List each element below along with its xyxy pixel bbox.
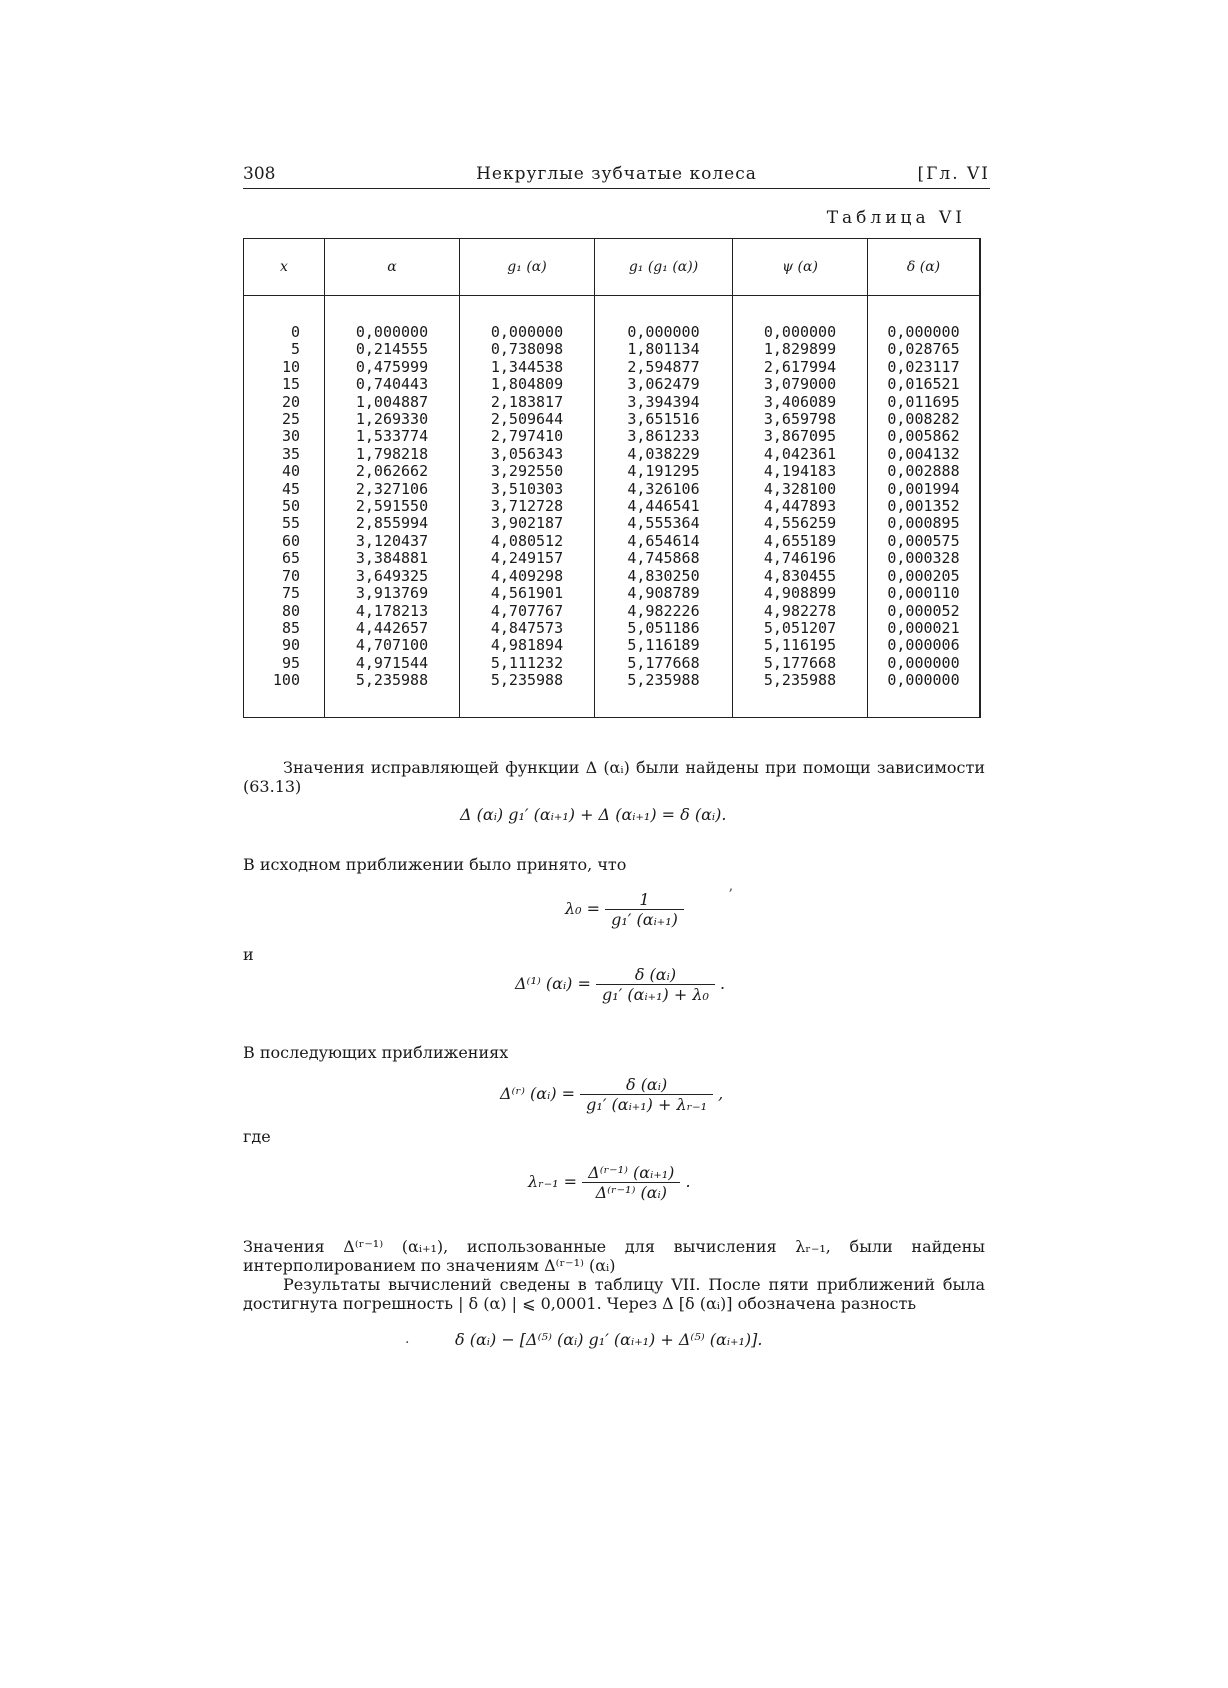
table-cell: 85 <box>281 618 300 637</box>
column-header: ψ (α) <box>733 239 867 296</box>
table-cell: 5,235988 <box>763 671 837 690</box>
fraction <box>582 1163 680 1202</box>
formula-delta-r <box>500 1075 723 1114</box>
table-cell: 0,011695 <box>887 392 960 411</box>
table-cell: 4,556259 <box>763 514 837 533</box>
table-cell: 0,016521 <box>887 375 960 394</box>
table-cell: 1,798218 <box>355 444 429 463</box>
table-cell: 0,002888 <box>887 462 960 481</box>
table-cell: 0,000328 <box>887 549 960 568</box>
table-cell: 4,745868 <box>627 549 700 568</box>
table-cell: 5,051207 <box>763 618 837 637</box>
formula-lambda0 <box>565 890 684 929</box>
table-cell: 3,292550 <box>490 462 564 481</box>
column-cells <box>868 296 979 690</box>
table-cell: 0,023117 <box>887 357 960 376</box>
table-cell: 4,981894 <box>490 636 564 655</box>
table-cell: 1,344538 <box>490 357 564 376</box>
paragraph-subsequent-approx: В последующих приближениях <box>243 1043 509 1062</box>
table-cell: 0,000021 <box>887 618 960 637</box>
table-cell: 4,249157 <box>490 549 564 568</box>
table-cell: 5,111232 <box>490 653 564 672</box>
table-cell: 0,000000 <box>887 323 960 341</box>
table-cell: 5,177668 <box>763 653 837 672</box>
table-cell: 10 <box>281 357 300 376</box>
table-cell: 15 <box>281 375 300 394</box>
table-cell: 3,902187 <box>490 514 564 533</box>
table-cell: 0,740443 <box>355 375 429 394</box>
formula-lhs: Δ⁽ʳ⁾ (αᵢ) = <box>500 1084 576 1103</box>
fraction-numerator: δ (αᵢ) <box>596 965 715 985</box>
table-cell: 3,510303 <box>490 479 564 498</box>
paragraph-interpolation: Значения Δ⁽ʳ⁻¹⁾ (αᵢ₊₁), использованные для вычисления λᵣ₋₁, были найдены интерполированием по значениям Δ⁽ʳ⁻¹⁾ (αᵢ) <box>243 1237 985 1275</box>
table-cell: 5,235988 <box>490 671 564 690</box>
table-cell: 3,394394 <box>627 392 700 411</box>
table-cell: 3,861233 <box>627 427 700 446</box>
table-cell: 25 <box>281 410 300 429</box>
table-cell: 4,830250 <box>627 566 700 585</box>
table-cell: 4,971544 <box>355 653 429 672</box>
formula-end: . <box>719 974 726 993</box>
table-cell: 50 <box>281 497 300 516</box>
chapter-label: [Гл. VI <box>917 164 990 184</box>
running-header <box>243 162 990 189</box>
paragraph-results: Результаты вычислений сведены в таблицу VII. После пяти приближений была достигнута погрешность | δ (α) | ⩽ 0,0001. Через Δ [δ (αᵢ)] обозначена разность <box>243 1275 985 1313</box>
table-cell: 30 <box>281 427 300 446</box>
table-cell: 35 <box>281 444 300 463</box>
table-cell: 40 <box>281 462 300 481</box>
table-cell: 4,982278 <box>763 601 837 620</box>
column-g1 <box>460 239 595 717</box>
table-cell: 2,617994 <box>763 357 837 376</box>
fraction-denominator: Δ⁽ʳ⁻¹⁾ (αᵢ) <box>595 1183 667 1202</box>
table-cell: 80 <box>281 601 300 620</box>
table-cell: 95 <box>281 653 300 672</box>
fraction-denominator: g₁′ (αᵢ₊₁) + λ₀ <box>602 985 709 1004</box>
data-table <box>243 238 981 718</box>
table-cell: 55 <box>281 514 300 533</box>
table-cell: 4,442657 <box>355 618 429 637</box>
table-cell: 2,594877 <box>627 357 700 376</box>
table-cell: 0,001994 <box>887 479 960 498</box>
table-cell: 0,000575 <box>887 531 960 550</box>
table-cell: 4,194183 <box>763 462 837 481</box>
table-cell: 4,080512 <box>490 531 564 550</box>
table-cell: 5,177668 <box>627 653 700 672</box>
table-cell: 20 <box>281 392 300 411</box>
column-g1g1 <box>595 239 733 717</box>
table-cell: 0,738098 <box>490 340 564 359</box>
table-cell: 0,475999 <box>355 357 429 376</box>
table-cell: 0,001352 <box>887 497 960 516</box>
table-cell: 4,654614 <box>627 531 700 550</box>
table-cell: 1,533774 <box>355 427 429 446</box>
stray-mark: · <box>405 1335 410 1351</box>
fraction-numerator: 1 <box>605 890 684 910</box>
table-cell: 0,000006 <box>887 636 960 655</box>
table-cell: 0,005862 <box>887 427 960 446</box>
table-cell: 1,004887 <box>355 392 429 411</box>
table-cell: 0,004132 <box>887 444 960 463</box>
fraction <box>605 890 684 929</box>
table-cell: 0,028765 <box>887 340 960 359</box>
column-header: α <box>325 239 459 296</box>
table-cell: 4,561901 <box>490 584 564 603</box>
paragraph-where: где <box>243 1127 271 1146</box>
table-cell: 100 <box>272 671 300 690</box>
table-cell: 65 <box>281 549 300 568</box>
table-cell: 3,712728 <box>490 497 564 516</box>
table-cell: 4,707100 <box>355 636 429 655</box>
table-cell: 1,801134 <box>627 340 700 359</box>
table-cell: 3,867095 <box>763 427 837 446</box>
table-cell: 0,000000 <box>763 323 837 341</box>
table-cell: 5 <box>290 340 300 359</box>
table-cell: 2,591550 <box>355 497 429 516</box>
table-cell: 0,000000 <box>627 323 700 341</box>
table-cell: 70 <box>281 566 300 585</box>
paragraph-correction-function: Значения исправляющей функции Δ (αᵢ) были найдены при помощи зависимости (63.13) <box>243 758 985 796</box>
table-cell: 2,327106 <box>355 479 429 498</box>
column-cells <box>733 296 867 690</box>
table-cell: 0,000110 <box>887 584 960 603</box>
formula-lhs: Δ⁽¹⁾ (αᵢ) = <box>515 974 591 993</box>
table-cell: 3,384881 <box>355 549 429 568</box>
table-cell: 90 <box>281 636 300 655</box>
table-cell: 5,051186 <box>627 618 700 637</box>
table-cell: 2,183817 <box>490 392 564 411</box>
table-cell: 2,062662 <box>355 462 429 481</box>
table-cell: 3,649325 <box>355 566 429 585</box>
table-cell: 3,120437 <box>355 531 429 550</box>
table-cell: 3,659798 <box>763 410 837 429</box>
formula-lhs: λ₀ = <box>565 899 601 918</box>
table-cell: 0,000000 <box>887 653 960 672</box>
formula-difference: δ (αᵢ) − [Δ⁽⁵⁾ (αᵢ) g₁′ (αᵢ₊₁) + Δ⁽⁵⁾ (αᵢ₊₁)]. <box>455 1330 763 1349</box>
table-cell: 4,908899 <box>763 584 837 603</box>
fraction-numerator: δ (αᵢ) <box>580 1075 713 1095</box>
table-cell: 1,269330 <box>355 410 429 429</box>
formula-delta1 <box>515 965 725 1004</box>
table-cell: 5,116189 <box>627 636 700 655</box>
table-cell: 3,651516 <box>627 410 700 429</box>
column-cells <box>244 296 324 690</box>
table-cell: 4,328100 <box>763 479 837 498</box>
table-cell: 2,855994 <box>355 514 429 533</box>
stray-mark: ʼ <box>728 887 733 903</box>
table-cell: 4,042361 <box>763 444 837 463</box>
table-cell: 3,062479 <box>627 375 700 394</box>
table-cell: 4,038229 <box>627 444 700 463</box>
table-cell: 4,326106 <box>627 479 700 498</box>
table-cell: 2,797410 <box>490 427 564 446</box>
table-cell: 0,008282 <box>887 410 960 429</box>
table-cell: 0,000052 <box>887 601 960 620</box>
column-cells <box>460 296 594 690</box>
paragraph-initial-approx: В исходном приближении было принято, что <box>243 855 627 874</box>
formula-end: . <box>685 1172 691 1191</box>
fraction <box>580 1075 713 1114</box>
formula-lambda-r <box>528 1163 691 1202</box>
table-cell: 4,409298 <box>490 566 564 585</box>
table-cell: 2,509644 <box>490 410 564 429</box>
column-header: g₁ (g₁ (α)) <box>595 239 732 296</box>
table-cell: 4,555364 <box>627 514 700 533</box>
table-cell: 5,235988 <box>355 671 429 690</box>
table-cell: 60 <box>281 531 300 550</box>
table-cell: 4,746196 <box>763 549 837 568</box>
table-caption: Таблица VI <box>826 208 966 228</box>
table-cell: 1,804809 <box>490 375 564 394</box>
table-cell: 4,830455 <box>763 566 837 585</box>
table-cell: 4,908789 <box>627 584 700 603</box>
fraction-numerator: Δ⁽ʳ⁻¹⁾ (αᵢ₊₁) <box>582 1163 680 1183</box>
table-cell: 0,214555 <box>355 340 429 359</box>
table-cell: 3,913769 <box>355 584 429 603</box>
table-cell: 0,000205 <box>887 566 960 585</box>
fraction-denominator: g₁′ (αᵢ₊₁) + λᵣ₋₁ <box>586 1095 708 1114</box>
table-cell: 5,235988 <box>627 671 700 690</box>
table-cell: 4,178213 <box>355 601 429 620</box>
column-header: g₁ (α) <box>460 239 594 296</box>
table-cell: 4,655189 <box>763 531 837 550</box>
column-header: x <box>244 239 324 296</box>
table-cell: 1,829899 <box>763 340 837 359</box>
column-x <box>244 239 325 717</box>
formula-lhs: λᵣ₋₁ = <box>528 1172 578 1191</box>
formula-recurrence: Δ (αᵢ) g₁′ (αᵢ₊₁) + Δ (αᵢ₊₁) = δ (αᵢ). <box>460 805 727 824</box>
table-cell: 4,707767 <box>490 601 564 620</box>
table-cell: 3,079000 <box>763 375 837 394</box>
running-title: Некруглые зубчатые колеса <box>476 164 757 184</box>
table-cell: 4,191295 <box>627 462 700 481</box>
table-cell: 4,982226 <box>627 601 700 620</box>
table-cell: 4,447893 <box>763 497 837 516</box>
formula-end: , <box>718 1084 724 1103</box>
paragraph-and: и <box>243 945 254 964</box>
table-cell: 4,446541 <box>627 497 700 516</box>
table-cell: 0,000000 <box>887 671 960 690</box>
table-cell: 4,847573 <box>490 618 564 637</box>
table-cell: 0 <box>290 323 300 341</box>
column-psi <box>733 239 868 717</box>
page-number: 308 <box>243 164 276 184</box>
table-cell: 45 <box>281 479 300 498</box>
table-cell: 0,000000 <box>490 323 564 341</box>
table-cell: 0,000895 <box>887 514 960 533</box>
column-alpha <box>325 239 460 717</box>
table-cell: 3,406089 <box>763 392 837 411</box>
fraction-denominator: g₁′ (αᵢ₊₁) <box>611 910 678 929</box>
column-delta <box>868 239 979 717</box>
column-header: δ (α) <box>868 239 979 296</box>
table-cell: 5,116195 <box>763 636 837 655</box>
column-cells <box>325 296 459 690</box>
fraction <box>596 965 715 1004</box>
column-cells <box>595 296 732 690</box>
table-cell: 3,056343 <box>490 444 564 463</box>
table-cell: 0,000000 <box>355 323 429 341</box>
table-cell: 75 <box>281 584 300 603</box>
